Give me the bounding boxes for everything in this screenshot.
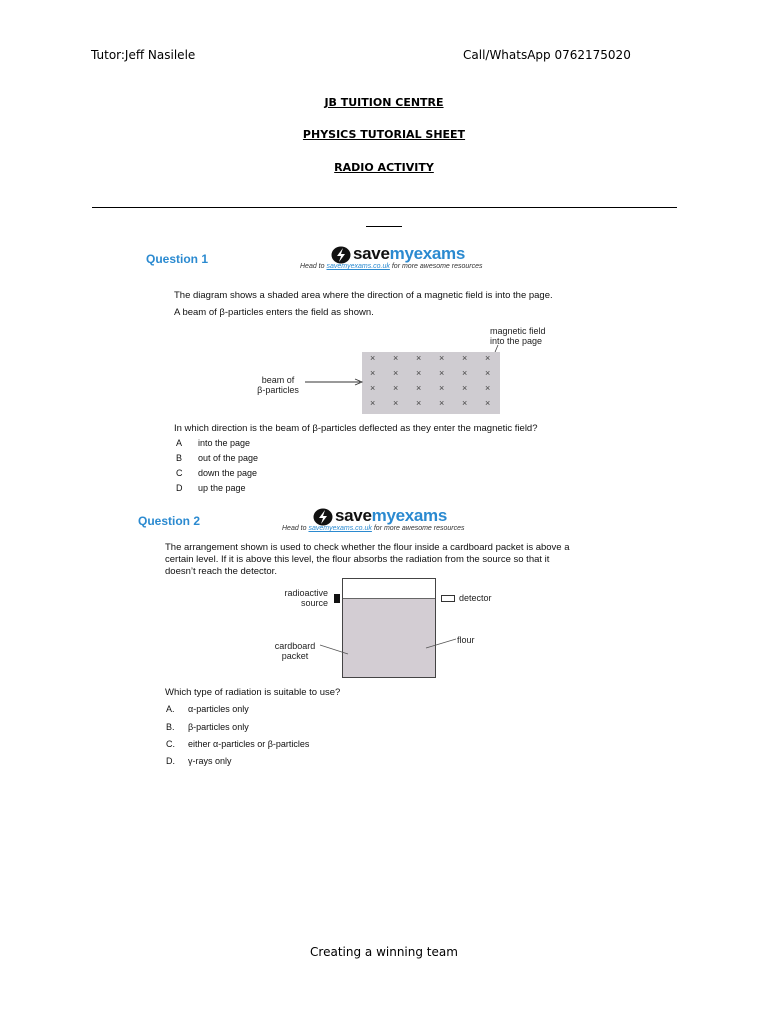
field-cross-icon: × — [416, 353, 422, 363]
packet-leader-line — [318, 642, 352, 658]
q1-option-d: D up the page — [176, 483, 246, 493]
savemyexams-logo-text: savemyexams — [353, 244, 466, 263]
field-cross-icon: × — [439, 368, 445, 378]
q2-intro: The arrangement shown is used to check whether the flour inside a cardboard packet is above a certain level. If it is above this level, the flour absorbs the radiation from the source so that it doesn’t reach the detector. — [165, 542, 570, 577]
centre-title: JB TUITION CENTRE — [324, 96, 444, 109]
q2-option-b: B. β-particles only — [166, 722, 249, 732]
q2-option-a: A. α-particles only — [166, 704, 249, 714]
q2-question: Which type of radiation is suitable to use? — [165, 687, 341, 698]
cardboard-packet — [342, 578, 436, 678]
field-cross-icon: × — [439, 398, 445, 408]
field-cross-icon: × — [439, 383, 445, 393]
divider-line — [92, 207, 677, 208]
field-cross-icon: × — [462, 353, 468, 363]
field-cross-icon: × — [462, 368, 468, 378]
contact-number: Call/WhatsApp 0762175020 — [463, 48, 631, 62]
field-cross-icon: × — [393, 398, 399, 408]
magnetic-field-region — [362, 352, 500, 414]
q2-option-c: C. either α-particles or β-particles — [166, 739, 310, 749]
magnetic-field-label: magnetic field into the page — [490, 326, 546, 346]
cardboard-packet-label: cardboard packet — [274, 641, 316, 661]
tutor-name: Tutor:Jeff Nasilele — [91, 48, 196, 62]
sheet-title: PHYSICS TUTORIAL SHEET — [302, 128, 466, 141]
field-cross-icon: × — [462, 398, 468, 408]
savemyexams-banner-1 — [300, 244, 520, 276]
q1-intro-line-2: A beam of β-particles enters the field as shown. — [174, 307, 374, 318]
savemyexams-tagline: Head to savemyexams.co.uk for more awesome resources — [300, 263, 483, 270]
topic-title: RADIO ACTIVITY — [334, 161, 434, 174]
field-cross-icon: × — [393, 368, 399, 378]
field-cross-icon: × — [416, 398, 422, 408]
field-cross-icon: × — [416, 383, 422, 393]
footer-slogan: Creating a winning team — [310, 945, 458, 959]
question-1-label: Question 1 — [146, 252, 209, 266]
lightning-logo-icon — [313, 508, 333, 526]
field-cross-icon: × — [485, 368, 491, 378]
flour-leader-line — [424, 636, 458, 652]
q1-option-a: A into the page — [176, 438, 251, 448]
field-cross-icon: × — [370, 368, 376, 378]
savemyexams-logo-text: savemyexams — [335, 506, 448, 525]
beam-arrow-icon — [305, 377, 365, 387]
detector-label: detector — [459, 593, 492, 603]
field-cross-icon: × — [485, 383, 491, 393]
q1-option-b: B out of the page — [176, 453, 259, 463]
field-cross-icon: × — [462, 383, 468, 393]
q1-intro-line-1: The diagram shows a shaded area where the direction of a magnetic field is into the page. — [174, 290, 553, 301]
q1-option-c: C down the page — [176, 468, 258, 478]
q1-question: In which direction is the beam of β-particles deflected as they enter the magnetic field? — [174, 423, 538, 434]
flour-label: flour — [457, 635, 475, 645]
radioactive-source-label: radioactive source — [284, 588, 328, 608]
field-cross-icon: × — [370, 383, 376, 393]
field-cross-icon: × — [370, 353, 376, 363]
beam-label: beam of β-particles — [257, 375, 299, 395]
savemyexams-banner-2 — [282, 506, 502, 538]
question-2-label: Question 2 — [138, 514, 201, 528]
q2-option-d: D. γ-rays only — [166, 756, 232, 766]
field-cross-icon: × — [416, 368, 422, 378]
field-cross-icon: × — [393, 383, 399, 393]
flour-fill — [343, 598, 435, 677]
field-cross-icon: × — [439, 353, 445, 363]
short-divider — [366, 226, 402, 227]
field-cross-icon: × — [370, 398, 376, 408]
detector — [441, 595, 455, 602]
field-cross-icon: × — [393, 353, 399, 363]
savemyexams-tagline: Head to savemyexams.co.uk for more awesome resources — [282, 525, 465, 532]
lightning-logo-icon — [331, 246, 351, 264]
radioactive-source — [334, 594, 340, 603]
field-cross-icon: × — [485, 353, 491, 363]
field-cross-icon: × — [485, 398, 491, 408]
